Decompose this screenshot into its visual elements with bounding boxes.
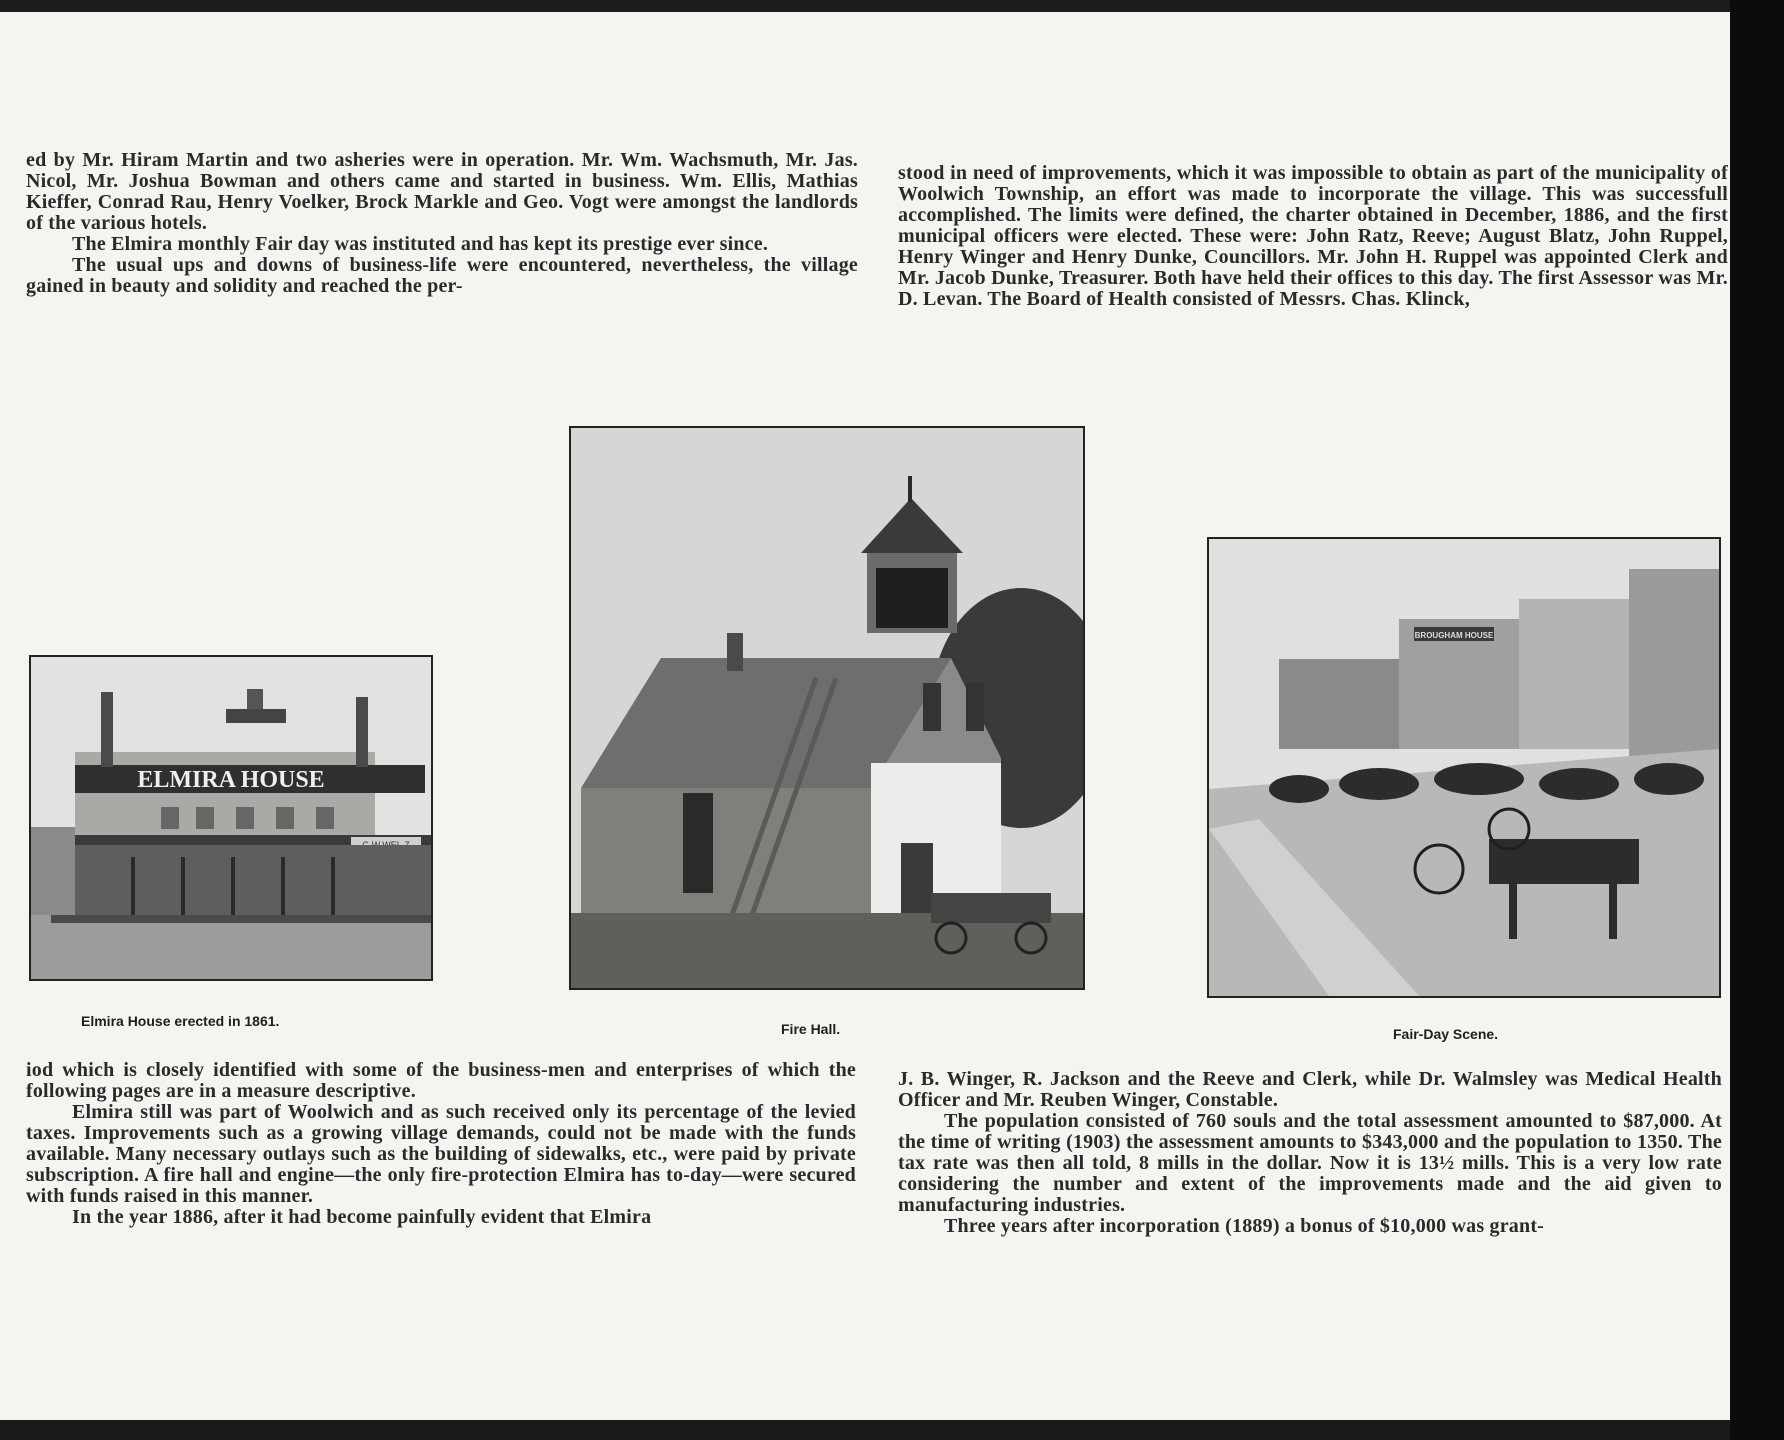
paragraph: J. B. Winger, R. Jackson and the Reeve and Clerk, while Dr. Walmsley was Medical Health Officer and Mr. Reuben Winger, Constable.	[898, 1068, 1722, 1111]
fire-hall-caption: Fire Hall.	[781, 1021, 841, 1037]
paragraph: In the year 1886, after it had become painfully evident that Elmira	[72, 1206, 652, 1228]
elmira-house-caption: Elmira House erected in 1861.	[81, 1013, 280, 1029]
scan-right-edge	[1730, 0, 1784, 1440]
text-column-bottom-left	[26, 1060, 856, 1228]
fair-day-photo	[1207, 537, 1721, 998]
fire-hall-photo	[569, 426, 1085, 990]
scan-top-edge	[0, 0, 1730, 12]
paragraph: Three years after incorporation (1889) a bonus of $10,000 was grant-	[944, 1215, 1545, 1237]
fair-day-caption: Fair-Day Scene.	[1393, 1026, 1499, 1042]
text-column-top-left	[26, 150, 858, 297]
elmira-house-sign: ELMIRA HOUSE	[137, 767, 325, 793]
paragraph: iod which is closely identified with some of the business-men and enterprises of which the following pages are in a measure descriptive.	[26, 1059, 856, 1102]
elmira-house-photo	[29, 655, 433, 981]
paragraph: The usual ups and downs of business-life were encountered, nevertheless, the village gained in beauty and solidity and reached the per-	[26, 254, 858, 297]
hotel-sign: BROUGHAM HOUSE	[1414, 631, 1494, 640]
text-column-bottom-right	[898, 1069, 1722, 1237]
scan-bottom-edge	[0, 1420, 1730, 1440]
paragraph: The Elmira monthly Fair day was instituted and has kept its prestige ever since.	[72, 233, 769, 255]
paragraph: ed by Mr. Hiram Martin and two asheries were in operation. Mr. Wm. Wachsmuth, Mr. Jas. Nicol, Mr. Joshua Bowman and others came and started in business. Wm. Ellis, Mathias Kieffer, Conrad Rau, Henry Voelker, Brock Markle and Geo. Vogt were amongst the landlords of the various hotels.	[26, 149, 858, 234]
text-column-top-right	[898, 163, 1728, 310]
paragraph: The population consisted of 760 souls and the total assessment amounted to $87,000. At the time of writing (1903) the assessment amounts to $343,000 and the population to 1350. The tax rate was then all told, 8 mills in the dollar. Now it is 13½ mills. This is a very low rate considering the number and extent of the improvements made and the aid given to manufacturing industries.	[898, 1110, 1722, 1216]
paragraph: stood in need of improvements, which it was impossible to obtain as part of the municipality of Woolwich Township, an effort was made to incorporate the village. This was successfull accomplished. The limits were defined, the charter obtained in December, 1886, and the first municipal officers were elected. These were: John Ratz, Reeve; August Blatz, John Ruppel, Henry Winger and Henry Dunke, Councillors. Mr. John H. Ruppel was appointed Clerk and Mr. Jacob Dunke, Treasurer. Both have held their offices to this day. The first Assessor was Mr. D. Levan. The Board of Health consisted of Messrs. Chas. Klinck,	[898, 162, 1728, 310]
paragraph: Elmira still was part of Woolwich and as such received only its percentage of the levied taxes. Improvements such as a growing village demands, could not be made with the funds available. Many necessary outlays such as the building of sidewalks, etc., were paid by private subscription. A fire hall and engine—the only fire-protection Elmira has to-day—were secured with funds raised in this manner.	[26, 1101, 856, 1207]
